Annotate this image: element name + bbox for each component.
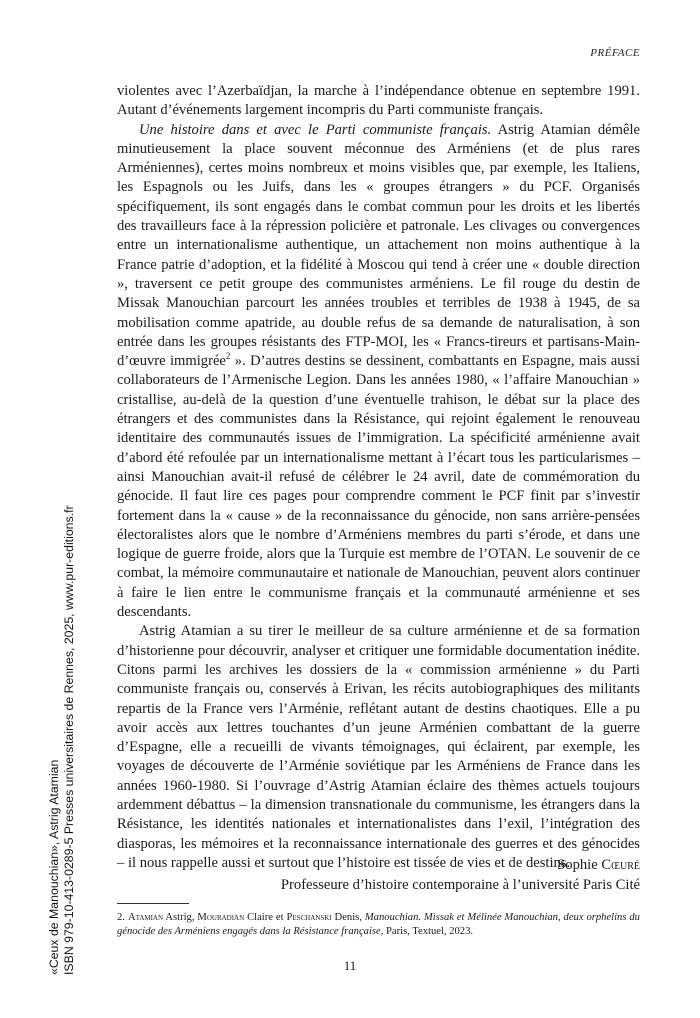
side-note-line-2: ISBN 979-10-413-0289-5 Presses universitaires de Rennes, 2025, www.pur-editions.fr xyxy=(62,505,76,975)
footnote-author-1: Atamian xyxy=(127,912,164,923)
copyright-side-note xyxy=(47,505,77,975)
footnote-number: 2. xyxy=(117,912,125,923)
paragraph-sources: Astrig Atamian a su tirer le meilleur de sa culture arménienne et de sa formation d’historienne pour découvrir, analyser et critiquer une formidable documentation inédite. Citons parmi les archives les dossiers de la « commission arménienne » du Parti communiste français ou, conservés à Erivan, les récits autobiographiques des militants repartis de la France vers l’Arménie, reflétant autant de destins chaotiques. Elle a pu avoir accès aux lettres touchantes d’un jeune Arménien combattant de la guerre d’Espagne, elle a recueilli de vivants témoignages, qui éclairent, par exemple, les voyages de découverte de l’Arménie soviétique par les Arméniens de France dans les années 1960-1980. Si l’ouvrage d’Astrig Atamian éclaire des thèmes actuels toujours ardemment débattus – la dimension transnationale du communisme, les étrangers dans la Résistance, les identités nationales et internationalistes dans l’exil, l’intégration des diasporas, les mémoires et la reconnaissance internationale des guerres et des génocides – il nous rappelle aussi et surtout que l’histoire est tissée de vies et de destins. xyxy=(117,623,640,871)
preface-body xyxy=(117,82,640,873)
signature-block xyxy=(117,856,640,895)
page-number: 11 xyxy=(343,958,357,973)
signature-last-name: Cœuré xyxy=(601,857,640,873)
footnote xyxy=(117,911,640,939)
footnote-given-2: Claire et xyxy=(244,912,287,923)
paragraph-continuation: violentes avec l’Azerbaïdjan, la marche à l’indépendance obtenue en septembre 1991. Autant d’événements largement incompris du Parti communiste français. xyxy=(117,83,640,119)
footnote-publication: Paris, Textuel, 2023. xyxy=(383,926,474,937)
signature-title: Professeure d’histoire contemporaine à l’université Paris Cité xyxy=(280,876,640,893)
paragraph-lead-italic: Une histoire dans et avec le Parti communiste français. xyxy=(139,121,492,138)
footnote-book-title: Manouchian. Missak et Mélinée Manouchian, deux orphelins du génocide des Arméniens engagés dans la Résistance française, xyxy=(117,912,640,937)
footnote-divider xyxy=(117,903,189,904)
footnote-given-1: Astrig, xyxy=(163,912,198,923)
footnote-given-3: Denis, xyxy=(331,912,365,923)
paragraph-pcf-history xyxy=(117,121,640,623)
running-head: PRÉFACE xyxy=(590,47,640,59)
paragraph-text-part-a: Astrig Atamian démêle minutieusement la place souvent méconnue des Arméniens (et de plus rares Arméniennes), certes moins nombreux et moins visibles que, par exemple, les Italiens, les Espagnols ou les Juifs, dans les « groupes étrangers » du PCF. Organisés spécifiquement, ils sont engagés dans le combat commun pour les droits et les libertés des travailleurs face à la répression policière et patronale. Les clivages ou convergences entre un internationalisme authentique, un attachement non moins authentique à la France patrie d’adoption, et la fidélité à Moscou qui tend à créer une « double direction », traversent ce petit groupe des communistes arméniens. Le fil rouge du destin de Missak Manouchian parcourt les années troubles et terribles de 1938 à 1945, de sa mobilisation comme apatride, au double refus de sa demande de naturalisation, à son entrée dans les groupes résistants des FTP-MOI, les « Francs-tireurs et partisans-Main-d’œuvre immigrée xyxy=(117,121,640,370)
signature-name xyxy=(117,856,640,876)
footnote-reference[interactable]: 2 xyxy=(225,351,231,362)
signature-first-name: Sophie xyxy=(557,857,602,873)
footnote-author-3: Peschanski xyxy=(286,912,332,923)
side-note-line-1: «Ceux de Manouchian», Astrig Atamian xyxy=(47,759,61,975)
paragraph-text-part-b: ». D’autres destins se dessinent, combattants en Espagne, mais aussi collaborateurs de l’Armenische Legion. Dans les années 1980, « l’affaire Manouchian » cristallise, au-delà de la question d’une éventuelle trahison, le débat sur la place des étrangers et des communistes dans la Résistance, qui rejoint également le renouveau identitaire des communautés issues de l’immigration. La spécificité arménienne avait d’abord été refoulée par un internationalisme mettant à l’écart tous les particularismes – ainsi Manouchian avait-il refusé de célébrer le 24 avril, date de commémoration du génocide. Il faut lire ces pages pour comprendre comment le PCF finit par s’investir fortement dans la « cause » de la reconnaissance du génocide, non sans arrière-pensées électoralistes alors que le nombre d’Arméniens membres du parti s’érode, et dans une logique de guerre froide, alors que la Turquie est membre de l’OTAN. Le souvenir de ce combat, la mémoire communautaire et nationale de Manouchian, peuvent alors continuer à faire le lien entre le communisme français et la communauté arménienne et ses descendants. xyxy=(117,353,640,621)
footnote-author-2: Mouradian xyxy=(197,912,245,923)
